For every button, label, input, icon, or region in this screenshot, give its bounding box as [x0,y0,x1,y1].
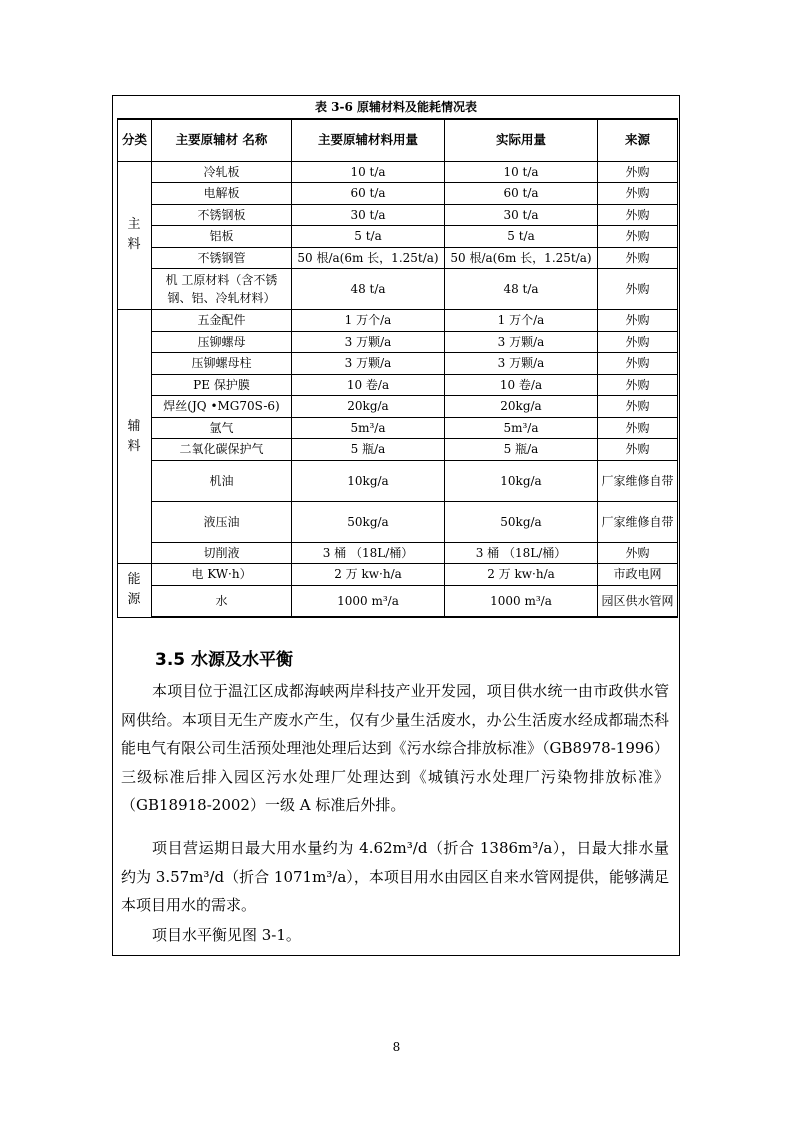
table-row [118,161,678,183]
source-cell: 外购 [598,417,678,439]
actual-usage-cell: 1 万个/a [445,310,598,332]
material-name-cell: 液压油 [152,501,292,542]
table-row [118,439,678,461]
material-name-cell: 压铆螺母 [152,331,292,353]
source-cell: 外购 [598,183,678,205]
design-usage-cell: 5m³/a [292,417,445,439]
source-cell: 外购 [598,439,678,461]
paragraph-see-figure: 项目水平衡见图 3-1。 [152,926,301,944]
source-cell: 外购 [598,396,678,418]
source-cell: 外购 [598,204,678,226]
table-row [118,183,678,205]
actual-usage-cell: 1000 m³/a [445,585,598,617]
materials-table [117,118,678,618]
design-usage-cell: 3 万颗/a [292,331,445,353]
actual-usage-cell: 5 t/a [445,226,598,248]
source-cell: 外购 [598,247,678,269]
content-frame [112,95,680,956]
material-name-cell: 压铆螺母柱 [152,353,292,375]
page-number: 8 [392,1040,401,1054]
table-row [118,353,678,375]
material-name-cell: 切削液 [152,542,292,564]
table-row [118,396,678,418]
source-cell: 外购 [598,310,678,332]
design-usage-cell: 2 万 kw·h/a [292,564,445,586]
source-cell: 外购 [598,161,678,183]
material-name-cell: 铝板 [152,226,292,248]
design-usage-cell: 10 t/a [292,161,445,183]
paragraph-water-source: 本项目位于温江区成都海峡两岸科技产业开发园，项目供水统一由市政供水管网供给。本项目无生产废水产生，仅有少量生活废水，办公生活废水经成都瑞杰科能电气有限公司生活预处理池处理后达到《污水综合排放标准》（GB8978-1996）三级标准后排入园区污水处理厂处理达到《城镇污水处理厂污染物排放标准》（GB18918-2002）一级 A 标准后外排。 [121,682,669,814]
table-row [118,226,678,248]
actual-usage-cell: 30 t/a [445,204,598,226]
actual-usage-cell: 50 根/a(6m 长，1.25t/a) [445,247,598,269]
actual-usage-cell: 10 卷/a [445,374,598,396]
source-cell: 外购 [598,374,678,396]
header-design-usage: 主要原辅材料用量 [292,119,445,161]
actual-usage-cell: 10 t/a [445,161,598,183]
material-name-cell: 冷轧板 [152,161,292,183]
source-cell: 外购 [598,331,678,353]
header-actual-usage: 实际用量 [445,119,598,161]
category-cell: 辅 料 [118,310,152,564]
actual-usage-cell: 10kg/a [445,460,598,501]
table-row [118,460,678,501]
design-usage-cell: 10 卷/a [292,374,445,396]
actual-usage-cell: 3 万颗/a [445,331,598,353]
source-cell: 厂家维修自带 [598,501,678,542]
actual-usage-cell: 5m³/a [445,417,598,439]
actual-usage-cell: 3 桶 （18L/桶） [445,542,598,564]
table-row [118,564,678,586]
header-name: 主要原辅材 名称 [152,119,292,161]
header-category: 分类 [118,119,152,161]
design-usage-cell: 1000 m³/a [292,585,445,617]
table-row [118,417,678,439]
header-source: 来源 [598,119,678,161]
actual-usage-cell: 3 万颗/a [445,353,598,375]
material-name-cell: 电解板 [152,183,292,205]
material-name-cell: 二氧化碳保护气 [152,439,292,461]
source-cell: 园区供水管网 [598,585,678,617]
category-cell: 主 料 [118,161,152,310]
actual-usage-cell: 50kg/a [445,501,598,542]
actual-usage-cell: 2 万 kw·h/a [445,564,598,586]
design-usage-cell: 60 t/a [292,183,445,205]
material-name-cell: 五金配件 [152,310,292,332]
table-row [118,374,678,396]
table-row [118,269,678,310]
table-row [118,331,678,353]
source-cell: 外购 [598,353,678,375]
source-cell: 外购 [598,542,678,564]
table-title: 表 3-6 原辅材料及能耗情况表 [314,100,478,114]
table-row [118,542,678,564]
material-name-cell: 电 KW·h） [152,564,292,586]
design-usage-cell: 3 万颗/a [292,353,445,375]
source-cell: 外购 [598,269,678,310]
table-row [118,247,678,269]
material-name-cell: 不锈钢管 [152,247,292,269]
paragraph-water-usage: 项目营运期日最大用水量约为 4.62m³/d（折合 1386m³/a），日最大排水量约为 3.57m³/d（折合 1071m³/a），本项目用水由园区自来水管网提供，能够满足本项目用水的需求。 [121,839,669,914]
design-usage-cell: 5 t/a [292,226,445,248]
source-cell: 市政电网 [598,564,678,586]
material-name-cell: 不锈钢板 [152,204,292,226]
material-name-cell: 水 [152,585,292,617]
actual-usage-cell: 5 瓶/a [445,439,598,461]
actual-usage-cell: 48 t/a [445,269,598,310]
table-row [118,585,678,617]
source-cell: 外购 [598,226,678,248]
material-name-cell: PE 保护膜 [152,374,292,396]
table-row [118,310,678,332]
design-usage-cell: 10kg/a [292,460,445,501]
section-title: 3.5 水源及水平衡 [155,650,294,670]
design-usage-cell: 50 根/a(6m 长，1.25t/a) [292,247,445,269]
design-usage-cell: 50kg/a [292,501,445,542]
source-cell: 厂家维修自带 [598,460,678,501]
material-name-cell: 氩气 [152,417,292,439]
table-body [118,161,678,617]
design-usage-cell: 3 桶 （18L/桶） [292,542,445,564]
material-name-cell: 机 工原材料（含不锈钢、铝、冷轧材料） [152,269,292,310]
material-name-cell: 焊丝(JQ •MG70S-6) [152,396,292,418]
design-usage-cell: 5 瓶/a [292,439,445,461]
actual-usage-cell: 20kg/a [445,396,598,418]
table-row [118,204,678,226]
design-usage-cell: 30 t/a [292,204,445,226]
design-usage-cell: 48 t/a [292,269,445,310]
table-header-row [118,119,678,161]
category-cell: 能 源 [118,564,152,618]
design-usage-cell: 20kg/a [292,396,445,418]
material-name-cell: 机油 [152,460,292,501]
actual-usage-cell: 60 t/a [445,183,598,205]
design-usage-cell: 1 万个/a [292,310,445,332]
table-row [118,501,678,542]
